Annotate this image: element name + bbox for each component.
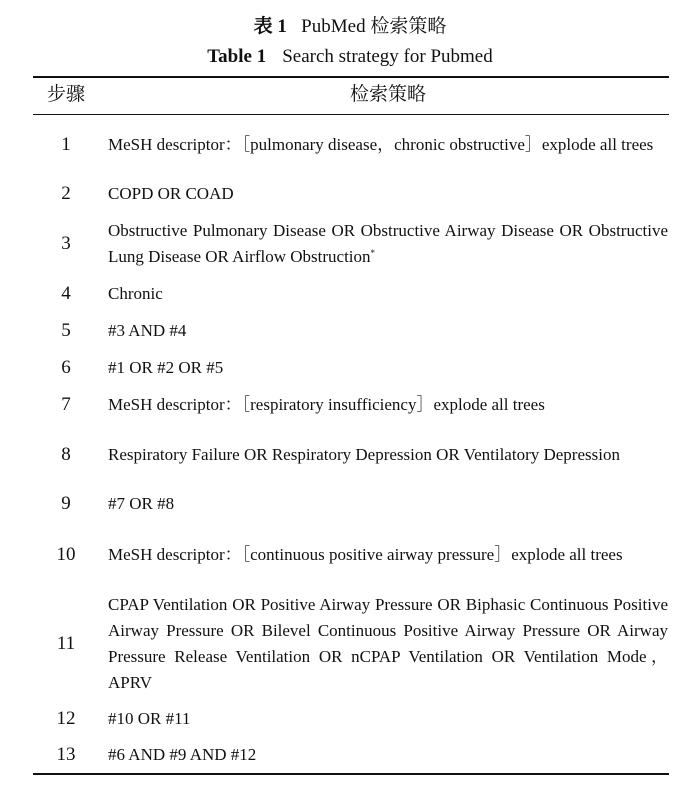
strategy-text-body: Obstructive Pulmonary Disease OR Obstructive Airway Disease OR Obstructive Lung Disease OR Airflow Obstruction (108, 221, 668, 266)
strategy-text: MeSH descriptor：［pulmonary disease，chronic obstructive］explode all trees (108, 135, 654, 154)
table-row (33, 529, 669, 581)
strategy-text: #6 AND #9 AND #12 (108, 745, 257, 764)
strategy-text: #1 OR #2 OR #5 (108, 358, 224, 377)
table-bottom-rule (33, 773, 669, 775)
strategy-text: Chronic (108, 284, 163, 303)
strategy-text: #3 AND #4 (108, 321, 187, 340)
strategy-text: #7 OR #8 (108, 494, 175, 513)
strategy-text: COPD OR COAD (108, 184, 234, 203)
step-number: 5 (61, 320, 71, 341)
strategy-text: CPAP Ventilation OR Positive Airway Pressure OR Biphasic Continuous Positive Airway Pressure OR Bilevel Continuous Positive Airway Pressure OR Airway Pressure Release Ventilation OR nCPAP Ventilation OR Ventilation Mode，APRV (108, 595, 668, 692)
table-row (33, 318, 669, 344)
step-number: 9 (61, 493, 71, 514)
table-title-english-text: Search strategy for Pubmed (282, 46, 493, 67)
step-number: 3 (61, 233, 71, 254)
table-row (33, 181, 669, 207)
step-number: 7 (61, 394, 71, 415)
table-row (33, 119, 669, 171)
table-row (33, 392, 669, 418)
column-header-step: 步骤 (46, 84, 85, 105)
table-row (33, 355, 669, 381)
table-row (33, 742, 669, 768)
step-number: 13 (56, 744, 76, 765)
table-top-rule (33, 76, 669, 78)
table-title-chinese (0, 14, 700, 40)
step-number: 12 (56, 708, 76, 729)
step-number: 2 (61, 183, 71, 204)
strategy-text: #10 OR #11 (108, 709, 191, 728)
step-number: 6 (61, 357, 71, 378)
step-number: 11 (56, 633, 76, 654)
strategy-text: MeSH descriptor：［respiratory insufficiency］explode all trees (108, 395, 545, 414)
step-number: 8 (61, 444, 71, 465)
table-header-rule (33, 114, 669, 115)
strategy-text (108, 218, 668, 270)
footnote-mark: * (370, 248, 376, 258)
strategy-text: MeSH descriptor：［continuous positive airway pressure］explode all trees (108, 545, 623, 564)
table-row (33, 429, 669, 481)
step-number: 1 (61, 134, 71, 155)
table-row (33, 491, 669, 517)
table-row (33, 592, 669, 696)
table-title-english (0, 44, 700, 70)
table-row (33, 281, 669, 307)
step-number: 4 (61, 283, 71, 304)
table-number-english: Table 1 (207, 46, 267, 67)
table-number-chinese: 表 1 (253, 16, 287, 37)
column-header-strategy: 检索策略 (349, 84, 426, 105)
table-row (33, 706, 669, 732)
table-title-chinese-text: PubMed 检索策略 (301, 16, 447, 37)
step-number: 10 (56, 544, 76, 565)
table-row (33, 218, 669, 270)
strategy-text: Respiratory Failure OR Respiratory Depression OR Ventilatory Depression (108, 445, 620, 464)
